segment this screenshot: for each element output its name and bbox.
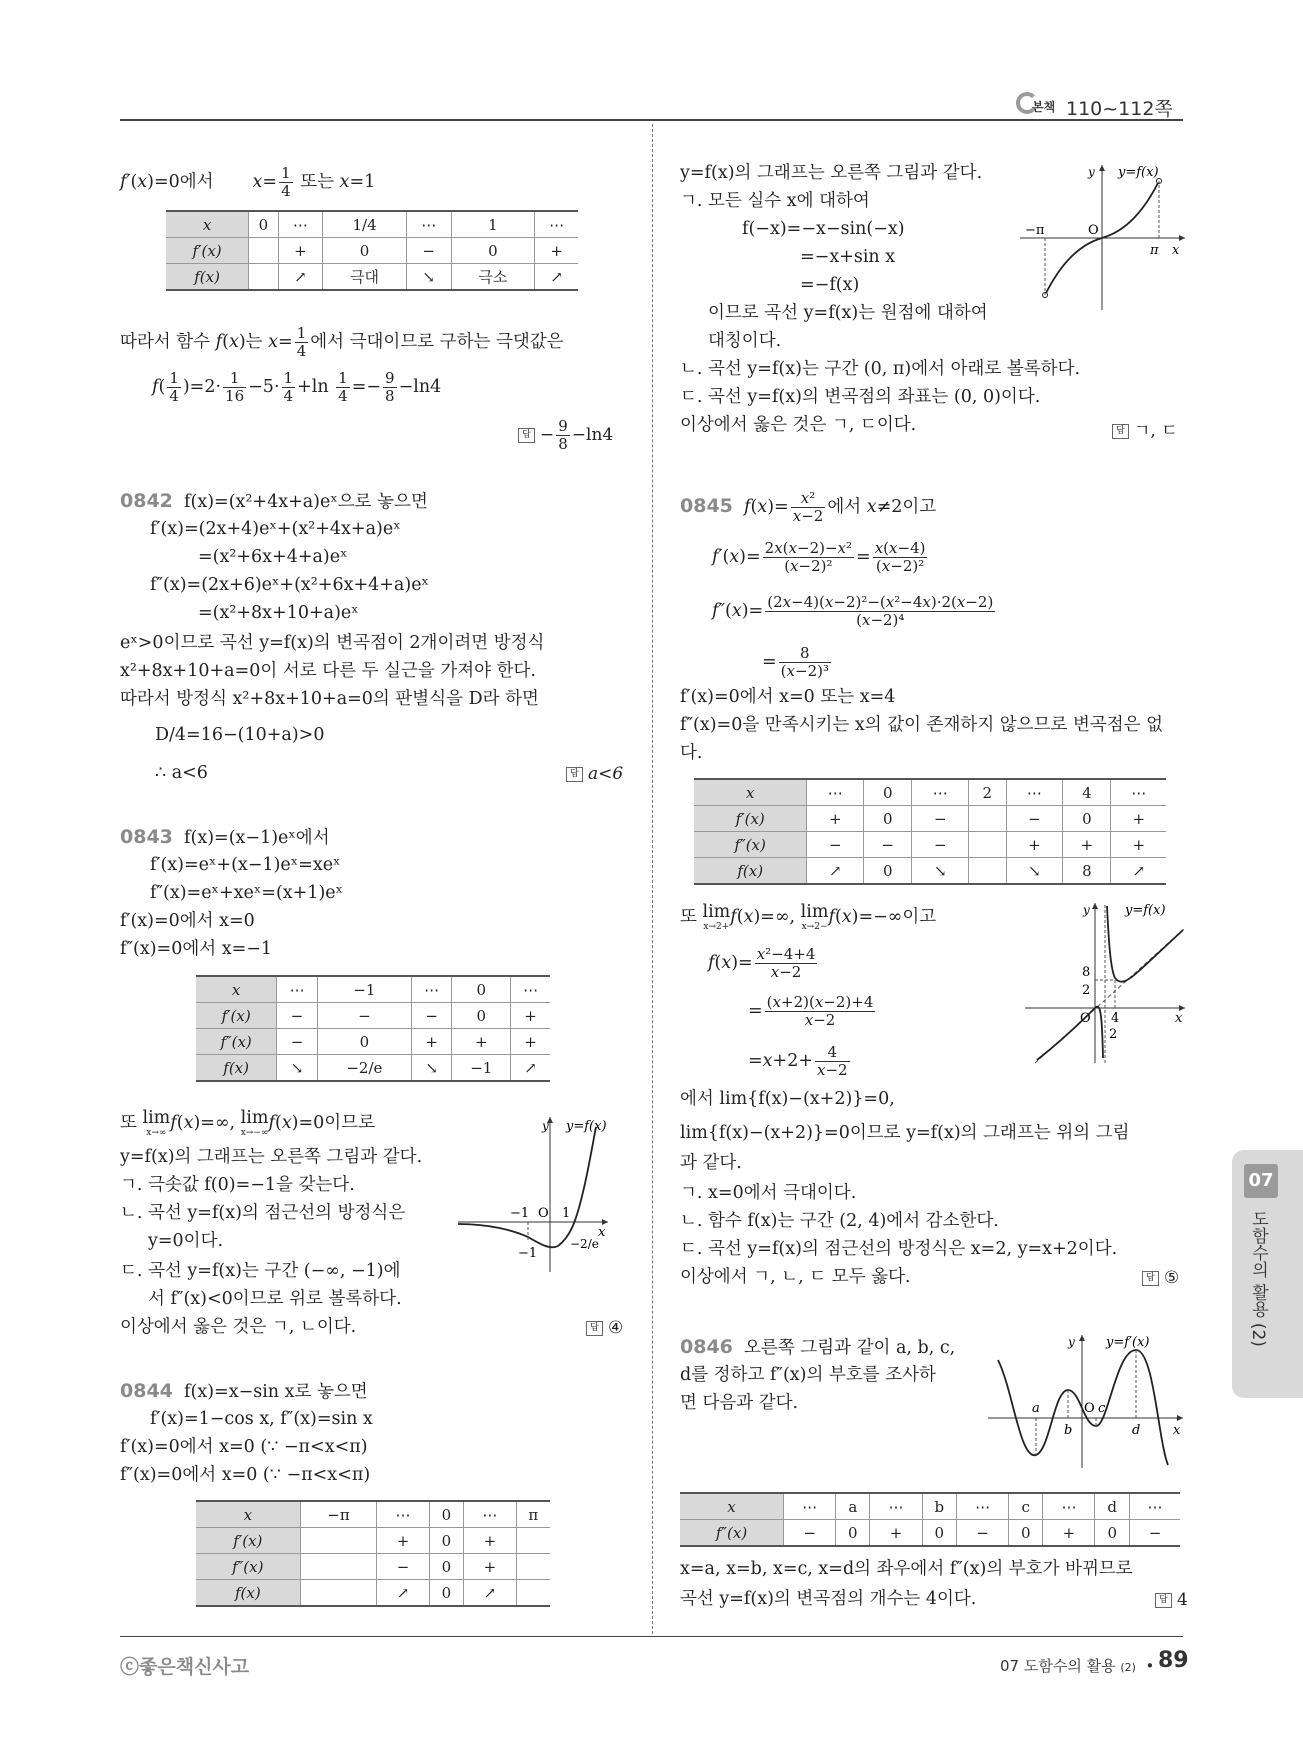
table-cell: 0 — [429, 1501, 464, 1528]
text-line: 이상에서 ㄱ, ㄴ, ㄷ 모두 옳다. — [680, 1267, 911, 1287]
table-cell: + — [511, 1003, 550, 1029]
column-divider — [652, 124, 653, 1634]
table-row — [166, 238, 578, 264]
table-cell: ↘ — [912, 858, 969, 885]
table-cell: 0 — [922, 1520, 957, 1547]
text-line: f′(x)= $\frac{\text{2x(x−2)−x²}}{\text{(x−2)²}}$ = $\frac{x(x-4)}{\text{(x−2)²}}$ — [712, 539, 926, 575]
table-cell: ↘ — [1006, 858, 1063, 885]
problem-number: 0844 — [120, 1380, 173, 1402]
svg-text:y: y — [1088, 165, 1095, 179]
table-cell: 0 — [323, 238, 407, 264]
table-cell: 4 — [1063, 779, 1111, 806]
text-line: 이상에서 옳은 것은 ㄱ, ㄷ이다. — [680, 415, 917, 435]
svg-text:a: a — [1032, 1401, 1040, 1416]
table-cell: ⋯ — [411, 976, 452, 1003]
text-line: f″(x)=0을 만족시키는 x의 값이 존재하지 않으므로 변곡점은 없 — [680, 715, 1164, 735]
table-cell: 0 — [836, 1520, 870, 1547]
table-cell: f″(x) — [694, 832, 807, 858]
table-row — [196, 1528, 550, 1554]
table-cell: 0 — [249, 211, 278, 238]
table-cell: f″(x) — [196, 1029, 277, 1055]
svg-text:y=f(x): y=f(x) — [1125, 903, 1166, 918]
table-cell: − — [957, 1520, 1009, 1547]
svg-text:π: π — [1150, 243, 1159, 258]
table-cell: − — [317, 1003, 411, 1029]
answer-0841: 답 − $\frac{9}{8}$ −ln4 — [518, 418, 613, 453]
table-cell: 1 — [451, 211, 535, 238]
text-line: 따라서 방정식 x²+8x+10+a=0의 판별식을 D라 하면 — [120, 689, 539, 709]
page-number: 89 — [1158, 1648, 1189, 1673]
text-line: f(x)= $\frac{\text{x²−4+4}}{x-2}$ — [708, 945, 816, 981]
text-line: f″(x)= $\frac{\text{(2x−4)(x−2)²−(x²−4x)·2(x−2)}}{\text{(x−2)⁴}}$ — [712, 593, 994, 629]
table-cell: x — [166, 211, 249, 238]
footer-chapter: 07 도함수의 활용 (2) • — [1000, 1657, 1155, 1675]
text-line: =−f(x) — [800, 275, 860, 295]
table-cell: ⋯ — [912, 779, 969, 806]
svg-text:y=f(x): y=f(x) — [566, 1119, 607, 1134]
svg-text:1: 1 — [562, 1206, 571, 1221]
table-cell: ⋯ — [464, 1501, 516, 1528]
sign-table-1 — [166, 210, 578, 291]
text-line: f′(x)=0에서 x=0 또는 x=4 — [680, 687, 896, 707]
text-line: ㄱ. 극솟값 f(0)=−1을 갖는다. — [120, 1175, 355, 1195]
table-cell: ⋯ — [1129, 1493, 1180, 1520]
table-cell — [516, 1528, 550, 1554]
text-line: x²+8x+10+a=0이 서로 다른 두 실근을 가져야 한다. — [120, 661, 536, 681]
table-cell: f′(x) — [196, 1528, 300, 1554]
graph-0843 — [458, 1112, 618, 1272]
table-row — [166, 211, 578, 238]
text-line: f(−x)=−x−sin(−x) — [742, 219, 905, 239]
chapter-tab[interactable] — [1232, 1150, 1303, 1398]
problem-0846: 0846 오른쪽 그림과 같이 a, b, c, — [680, 1336, 956, 1358]
table-cell: ↗ — [377, 1580, 429, 1607]
text-line: 다. — [680, 743, 703, 763]
table-cell — [516, 1580, 550, 1607]
table-cell: f′(x) — [166, 238, 249, 264]
table-cell: ⋯ — [535, 211, 578, 238]
text-line: f″(x)=eˣ+xeˣ=(x+1)eˣ — [150, 883, 344, 903]
text-line: 과 같다. — [680, 1153, 742, 1173]
table-cell: f(x) — [196, 1580, 300, 1607]
table-cell: ⋯ — [1006, 779, 1063, 806]
text-line: 서 f″(x)<0이므로 위로 볼록하다. — [148, 1289, 402, 1309]
table-cell: 0 — [1095, 1520, 1130, 1547]
table-cell: + — [411, 1029, 452, 1055]
svg-text:O: O — [1084, 1401, 1095, 1416]
graph-0845 — [1025, 898, 1190, 1068]
text-line: 대칭이다. — [708, 331, 782, 351]
text-line: y=f(x)의 그래프는 오른쪽 그림과 같다. — [120, 1147, 423, 1167]
table-cell: b — [922, 1493, 957, 1520]
table-cell: 0 — [452, 976, 511, 1003]
text-line: lim{f(x)−(x+2)}=0이므로 y=f(x)의 그래프는 위의 그림 — [680, 1123, 1130, 1143]
sign-table-0845 — [694, 778, 1166, 885]
problem-number: 0846 — [680, 1336, 733, 1358]
table-cell: ⋯ — [406, 211, 451, 238]
table-cell: − — [912, 832, 969, 858]
table-row — [166, 264, 578, 291]
text-line: =(x²+6x+4+a)eˣ — [198, 547, 348, 567]
answer-0845: 답 ⑤ — [1142, 1268, 1179, 1288]
table-cell: x — [694, 779, 807, 806]
text-line: ㄷ. 곡선 y=f(x)의 변곡점의 좌표는 (0, 0)이다. — [680, 387, 1041, 407]
table-cell: + — [535, 238, 578, 264]
table-cell — [300, 1580, 377, 1607]
table-cell: − — [784, 1520, 836, 1547]
table-cell: ↗ — [511, 1055, 550, 1082]
table-cell: ⋯ — [870, 1493, 922, 1520]
table-cell: ⋯ — [1111, 779, 1166, 806]
table-cell: − — [864, 832, 912, 858]
text-line: 이므로 곡선 y=f(x)는 원점에 대하여 — [708, 303, 988, 323]
table-row — [196, 1501, 550, 1528]
table-cell: ⋯ — [511, 976, 550, 1003]
table-cell: 8 — [1063, 858, 1111, 885]
table-cell: 극소 — [451, 264, 535, 291]
table-cell: ↘ — [277, 1055, 318, 1082]
svg-text:d: d — [1132, 1423, 1141, 1438]
text-line: =x+2+ $\frac{4}{x-2}$ — [748, 1043, 848, 1079]
svg-text:x: x — [598, 1225, 606, 1240]
table-row — [694, 806, 1166, 832]
table-cell: + — [807, 806, 864, 832]
table-cell: 극대 — [323, 264, 407, 291]
text-line: = $\frac{8}{\text{(x−2)³}}$ — [762, 644, 829, 680]
svg-text:y=f′(x): y=f′(x) — [1106, 1335, 1150, 1350]
table-cell: + — [870, 1520, 922, 1547]
answer-0844: 답 ㄱ, ㄷ — [1112, 416, 1178, 441]
svg-text:y=f(x): y=f(x) — [1118, 165, 1159, 180]
text-line: y=f(x)의 그래프는 오른쪽 그림과 같다. — [680, 163, 983, 183]
svg-text:x: x — [1172, 243, 1180, 258]
sign-table-0846 — [680, 1492, 1180, 1547]
svg-text:y: y — [542, 1119, 549, 1133]
table-cell: −π — [300, 1501, 377, 1528]
table-cell — [249, 264, 278, 291]
svg-text:−2/e: −2/e — [570, 1237, 599, 1251]
table-cell: + — [452, 1029, 511, 1055]
table-cell: + — [464, 1528, 516, 1554]
table-cell: ↗ — [278, 264, 323, 291]
answer-0846: 답 4 — [1155, 1590, 1188, 1610]
table-cell: + — [377, 1528, 429, 1554]
table-cell: − — [277, 1029, 318, 1055]
chapter-tab-title: 도함수의 활용 (2) — [1248, 1210, 1268, 1347]
table-row — [694, 779, 1166, 806]
answer-0843: 답 ④ — [586, 1318, 623, 1338]
footer-rule — [120, 1636, 1183, 1637]
svg-text:x: x — [1173, 1423, 1181, 1438]
text-line: f′(x)=0에서 x=0 (∵ −π<x<π) — [120, 1437, 368, 1457]
graph-0846 — [988, 1330, 1188, 1470]
header-rule — [120, 119, 1183, 121]
table-cell — [516, 1554, 550, 1580]
table-cell: c — [1009, 1493, 1043, 1520]
table-row — [680, 1493, 1180, 1520]
table-cell: ↘ — [406, 264, 451, 291]
table-cell — [300, 1528, 377, 1554]
table-cell: f″(x) — [680, 1520, 784, 1547]
table-cell: f(x) — [196, 1055, 277, 1082]
table-row — [196, 1580, 550, 1607]
table-row — [694, 832, 1166, 858]
text-line: ㄴ. 곡선 y=f(x)의 점근선의 방정식은 — [120, 1203, 406, 1223]
text-line: f′(x)=0에서 x=0 — [120, 911, 255, 931]
table-cell — [249, 238, 278, 264]
table-cell: − — [277, 1003, 318, 1029]
table-cell: f′(x) — [694, 806, 807, 832]
table-row — [196, 1003, 550, 1029]
problem-number: 0842 — [120, 490, 173, 512]
chapter-tab-number: 07 — [1244, 1164, 1278, 1198]
text-line: ㄱ. 모든 실수 x에 대하여 — [680, 191, 870, 211]
text-line: 따라서 함수 f(x)는 x= $\frac{1}{4}$ 에서 극대이므로 구하는 극댓값은 — [120, 324, 564, 360]
text-line: 이상에서 옳은 것은 ㄱ, ㄴ이다. — [120, 1317, 357, 1337]
table-cell: − — [807, 832, 864, 858]
svg-text:8: 8 — [1082, 965, 1091, 980]
table-cell: d — [1095, 1493, 1130, 1520]
table-cell: − — [406, 238, 451, 264]
text-line: f″(x)=(2x+6)eˣ+(x²+6x+4+a)eˣ — [150, 575, 429, 595]
text-line: y=0이다. — [148, 1231, 224, 1251]
text-line: ㄴ. 곡선 y=f(x)는 구간 (0, π)에서 아래로 볼록하다. — [680, 359, 1081, 379]
svg-text:2: 2 — [1109, 1027, 1118, 1042]
text-line: =(x²+8x+10+a)eˣ — [198, 603, 359, 623]
table-cell: −2/e — [317, 1055, 411, 1082]
table-cell: 0 — [429, 1528, 464, 1554]
table-cell: 0 — [1063, 806, 1111, 832]
table-cell: − — [1129, 1520, 1180, 1547]
problem-number: 0843 — [120, 826, 173, 848]
table-cell: 1/4 — [323, 211, 407, 238]
table-cell: − — [1006, 806, 1063, 832]
text-line: 또 lim x→∞ f(x)=∞, lim x→−∞f(x)=0이므로 — [120, 1108, 375, 1138]
table-row — [196, 1554, 550, 1580]
text-line: 에서 lim{f(x)−(x+2)}=0, — [680, 1089, 895, 1109]
problem-0844: 0844 f(x)=x−sin x로 놓으면 — [120, 1380, 368, 1402]
answer-0842: 답 a<6 — [566, 764, 623, 784]
svg-text:−1: −1 — [510, 1206, 530, 1221]
table-cell: ⋯ — [784, 1493, 836, 1520]
svg-text:y: y — [1083, 903, 1090, 917]
svg-text:b: b — [1064, 1423, 1073, 1438]
header-label: 본책 — [1032, 100, 1056, 114]
table-cell: ⋯ — [807, 779, 864, 806]
svg-text:O: O — [1088, 223, 1099, 238]
sign-table-0844 — [196, 1500, 550, 1607]
text-line: ㄷ. 곡선 y=f(x)는 구간 (−∞, −1)에 — [120, 1261, 401, 1281]
svg-text:−1: −1 — [518, 1246, 538, 1261]
text-line: 면 다음과 같다. — [680, 1393, 799, 1413]
table-cell: + — [1111, 806, 1166, 832]
text-line: ∴ a<6 — [155, 763, 208, 783]
problem-0843: 0843 f(x)=(x−1)eˣ에서 — [120, 826, 330, 848]
table-cell: 0 — [452, 1003, 511, 1029]
text-line: f′(x)=(2x+4)eˣ+(x²+4x+a)eˣ — [150, 519, 401, 539]
table-cell: + — [278, 238, 323, 264]
text-line: ㄷ. 곡선 y=f(x)의 점근선의 방정식은 x=2, y=x+2이다. — [680, 1239, 1118, 1259]
problem-0842: 0842 f(x)=(x²+4x+a)eˣ으로 놓으면 — [120, 490, 428, 512]
table-cell: −1 — [317, 976, 411, 1003]
svg-text:x: x — [1175, 1011, 1183, 1026]
table-cell: 0 — [864, 779, 912, 806]
table-cell: ⋯ — [277, 976, 318, 1003]
table-cell: 0 — [864, 806, 912, 832]
text-line: = $\frac{(x+2)(x-2)+4}{x-2}$ — [748, 993, 874, 1029]
svg-text:y: y — [1068, 1335, 1075, 1349]
table-cell: + — [1006, 832, 1063, 858]
table-cell: f′(x) — [196, 1003, 277, 1029]
table-cell: + — [1111, 832, 1166, 858]
table-cell: + — [511, 1029, 550, 1055]
table-cell: x — [680, 1493, 784, 1520]
table-cell: − — [912, 806, 969, 832]
table-cell: + — [464, 1554, 516, 1580]
text-line: ㄴ. 함수 f(x)는 구간 (2, 4)에서 감소한다. — [680, 1211, 999, 1231]
table-cell: −1 — [452, 1055, 511, 1082]
table-cell — [969, 832, 1006, 858]
table-cell: + — [1063, 832, 1111, 858]
table-cell: ⋯ — [1043, 1493, 1095, 1520]
text-line: D/4=16−(10+a)>0 — [155, 725, 325, 745]
table-cell: 2 — [969, 779, 1006, 806]
svg-text:O: O — [1080, 1011, 1091, 1026]
table-cell: x — [196, 976, 277, 1003]
svg-text:2: 2 — [1082, 983, 1091, 998]
text-line: d를 정하고 f″(x)의 부호를 조사하 — [680, 1365, 936, 1385]
table-cell: 0 — [1009, 1520, 1043, 1547]
table-row — [694, 858, 1166, 885]
table-cell: ⋯ — [957, 1493, 1009, 1520]
sign-table-0843 — [196, 975, 550, 1082]
text-line: x=a, x=b, x=c, x=d의 좌우에서 f″(x)의 부호가 바뀌므로 — [680, 1559, 1133, 1579]
table-cell: ↗ — [1111, 858, 1166, 885]
table-row — [196, 1055, 550, 1082]
text-line: eˣ>0이므로 곡선 y=f(x)의 변곡점이 2개이려면 방정식 — [120, 633, 545, 653]
table-cell: ↘ — [411, 1055, 452, 1082]
table-cell: 0 — [429, 1580, 464, 1607]
text-line: f′(x)=eˣ+(x−1)eˣ=xeˣ — [150, 855, 341, 875]
text-line: ㄱ. x=0에서 극대이다. — [680, 1183, 857, 1203]
table-cell: 0 — [451, 238, 535, 264]
text-line: f′(x)=0에서 x= $\frac{1}{4}$ 또는 x=1 — [120, 164, 376, 200]
table-cell — [300, 1554, 377, 1580]
problem-0845: 0845 f(x)= $\frac{\text{x²}}{x-2}$ 에서 x≠2이고 — [680, 489, 937, 525]
table-cell: ⋯ — [278, 211, 323, 238]
text-line: f( $\frac{1}{4}$ )=2· $\frac{1}{16}$ −5· $\frac{1}{4}$ +ln $\frac{1}{4}$ =− $\frac{9}{8}$ −ln4 — [152, 369, 442, 405]
table-cell: f″(x) — [196, 1554, 300, 1580]
text-line: 곡선 y=f(x)의 변곡점의 개수는 4이다. — [680, 1589, 977, 1609]
table-cell: ↗ — [535, 264, 578, 291]
svg-text:c: c — [1098, 1401, 1106, 1416]
text-line: 또 lim x→2+f(x)=∞, lim x→2−f(x)=−∞이고 — [680, 902, 937, 932]
table-cell: x — [196, 1501, 300, 1528]
table-cell: + — [1043, 1520, 1095, 1547]
table-cell: ⋯ — [377, 1501, 429, 1528]
text-line: f″(x)=0에서 x=−1 — [120, 939, 273, 959]
table-cell: − — [377, 1554, 429, 1580]
text-line: f″(x)=0에서 x=0 (∵ −π<x<π) — [120, 1465, 371, 1485]
table-cell: f(x) — [166, 264, 249, 291]
graph-0844 — [1020, 160, 1190, 310]
table-cell: − — [411, 1003, 452, 1029]
table-cell: a — [836, 1493, 870, 1520]
table-cell — [969, 858, 1006, 885]
table-cell: f(x) — [694, 858, 807, 885]
svg-text:4: 4 — [1111, 1011, 1120, 1026]
text-line: f′(x)=1−cos x, f″(x)=sin x — [150, 1409, 373, 1429]
table-cell: ↗ — [464, 1580, 516, 1607]
table-cell — [969, 806, 1006, 832]
table-cell: ↗ — [807, 858, 864, 885]
table-row — [196, 1029, 550, 1055]
footer-logo: ⓒ좋은책신사고 — [120, 1656, 250, 1678]
table-cell: 0 — [429, 1554, 464, 1580]
header-pages: 110~112쪽 — [1066, 98, 1173, 120]
svg-text:O: O — [538, 1206, 549, 1221]
table-row — [196, 976, 550, 1003]
table-cell: 0 — [317, 1029, 411, 1055]
table-cell: π — [516, 1501, 550, 1528]
table-row — [680, 1520, 1180, 1547]
problem-number: 0845 — [680, 495, 733, 517]
table-cell: 0 — [864, 858, 912, 885]
text-line: =−x+sin x — [800, 247, 896, 267]
svg-text:−π: −π — [1025, 223, 1045, 238]
